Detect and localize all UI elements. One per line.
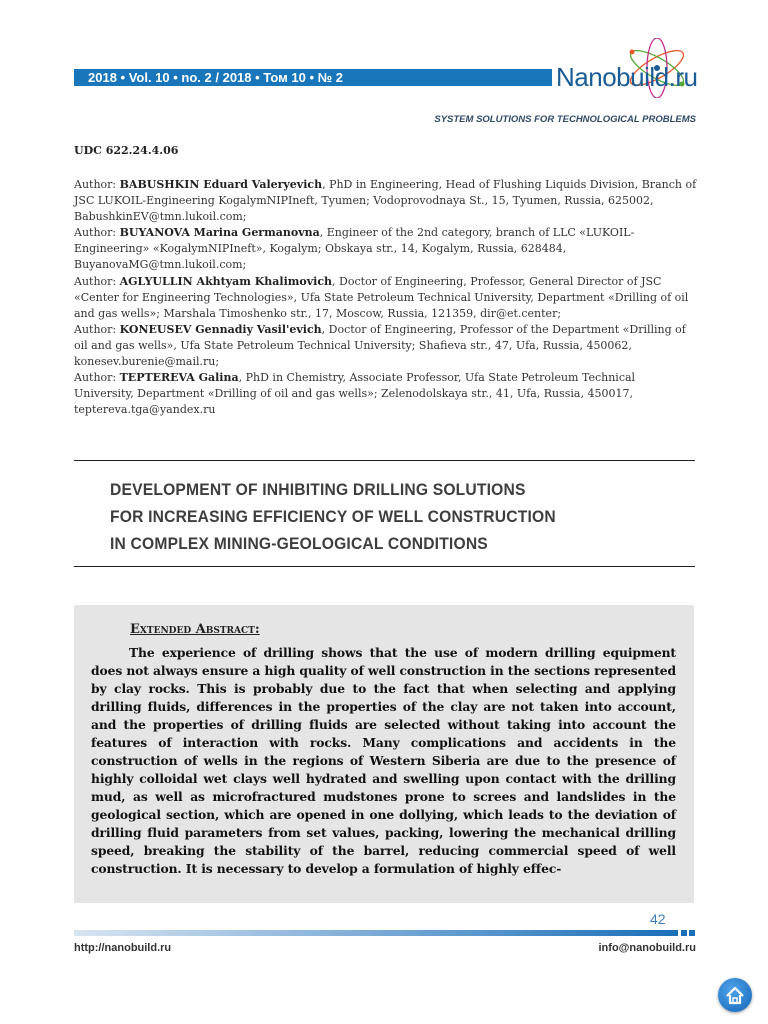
footer-square	[689, 930, 695, 936]
tagline: SYSTEM SOLUTIONS FOR TECHNOLOGICAL PROBLEMS	[434, 114, 696, 125]
author-prefix: Author:	[74, 226, 120, 240]
author-prefix: Author:	[74, 322, 120, 336]
home-button[interactable]	[718, 978, 752, 1012]
extended-abstract	[74, 605, 694, 903]
author-name: BUYANOVA Marina Germanovna	[119, 226, 320, 240]
issue-banner	[74, 69, 552, 86]
author-prefix: Author:	[74, 274, 120, 288]
site-url-link[interactable]: http://nanobuild.ru	[74, 942, 172, 954]
author-details: , Doctor of Engineering, Professor, General Director of JSC «Center for Engineering Technologies», Ufa State Petroleum Technical University, Department «Drilling of oil and gas wells»; Marshala Timoshenko str., 17, Moscow, Russia, 121359, dir@et.center;	[74, 274, 689, 320]
title-top-rule	[74, 460, 695, 461]
author-entry	[74, 225, 698, 273]
author-name: KONEUSEV Gennadiy Vasil'evich	[119, 322, 322, 336]
title-line: DEVELOPMENT OF INHIBITING DRILLING SOLUTIONS	[110, 480, 526, 499]
article-title	[110, 476, 556, 557]
abstract-body	[91, 644, 676, 878]
contact-email-link[interactable]: info@nanobuild.ru	[598, 942, 696, 954]
footer-bar	[74, 930, 678, 936]
title-bottom-rule	[74, 566, 695, 567]
title-line: FOR INCREASING EFFICIENCY OF WELL CONSTRUCTION	[110, 507, 556, 526]
author-entry	[74, 274, 698, 322]
author-entry	[74, 370, 698, 418]
abstract-heading: Extended Abstract:	[130, 622, 260, 637]
home-icon	[718, 978, 752, 1012]
title-line: IN COMPLEX MINING-GEOLOGICAL CONDITIONS	[110, 534, 488, 553]
author-prefix: Author:	[74, 178, 120, 191]
author-details: , PhD in Chemistry, Associate Professor, Ufa State Petroleum Technical University, Department «Drilling of oil and gas wells»; Zelenodolskaya str., 41, Ufa, Russia, 450017, teptereva.tga@yandex.ru	[74, 371, 636, 417]
issue-line: 2018 • Vol. 10 • no. 2 / 2018 • Том 10 • № 2	[88, 70, 343, 85]
page-number: 42	[650, 911, 666, 927]
abstract-text: The experience of drilling shows that the use of modern drilling equipment does not always ensure a high quality of well construction in the sections represented by clay rocks. This is probably due to the fact that when selecting and applying drilling fluids, differences in the properties of the clay are not taken into account, and the properties of drilling fluids are selected without taking into account the features of interaction with rocks. Many complications and accidents in the construction of wells in the regions of Western Siberia are due to the presence of highly colloidal wet clays well hydrated and swelling upon contact with the drilling mud, as well as microfractured mudstones prone to screes and landslides in the geological section, which are opened in one dollying, which leads to the deviation of drilling fluid parameters from set values, packing, lowering the mechanical drilling speed, breaking the stability of the barrel, reducing commercial speed of well construction. It is necessary to develop a formulation of highly effec-	[91, 645, 676, 876]
author-name: TEPTEREVA Galina	[119, 371, 239, 385]
author-details: , Engineer of the 2nd category, branch of LLC «LUKOIL-Engineering» «KogalymNIPIneft», Kogalym; Obskaya str., 14, Kogalym, Russia, 628484, BuyanovaMG@tmn.lukoil.com;	[74, 226, 635, 272]
author-entry	[74, 322, 698, 370]
author-name: AGLYULLIN Akhtyam Khalimovich	[119, 274, 333, 288]
author-entry	[74, 177, 698, 225]
author-name: BABUSHKIN Eduard Valeryevich	[119, 178, 323, 191]
nanobuild-logo[interactable]	[552, 38, 702, 110]
author-details: , PhD in Engineering, Head of Flushing Liquids Division, Branch of JSC LUKOIL-Engineering KogalymNIPIneft, Tyumen; Vodoprovodnaya St., 15, Tyumen, Russia, 625002, BabushkinEV@tmn.lukoil.com;	[74, 178, 697, 224]
footer-square	[681, 930, 687, 936]
udc-code: UDC 622.24.4.06	[74, 144, 179, 157]
logo-wordmark: Nanobuild.ru	[556, 62, 698, 92]
author-details: , Doctor of Engineering, Professor of the Department «Drilling of oil and gas wells», Ufa State Petroleum Technical University; Shafieva str., 47, Ufa, Russia, 450062, konesev.burenie@mail.ru;	[74, 322, 686, 369]
author-prefix: Author:	[74, 371, 120, 385]
authors-list	[74, 177, 698, 418]
